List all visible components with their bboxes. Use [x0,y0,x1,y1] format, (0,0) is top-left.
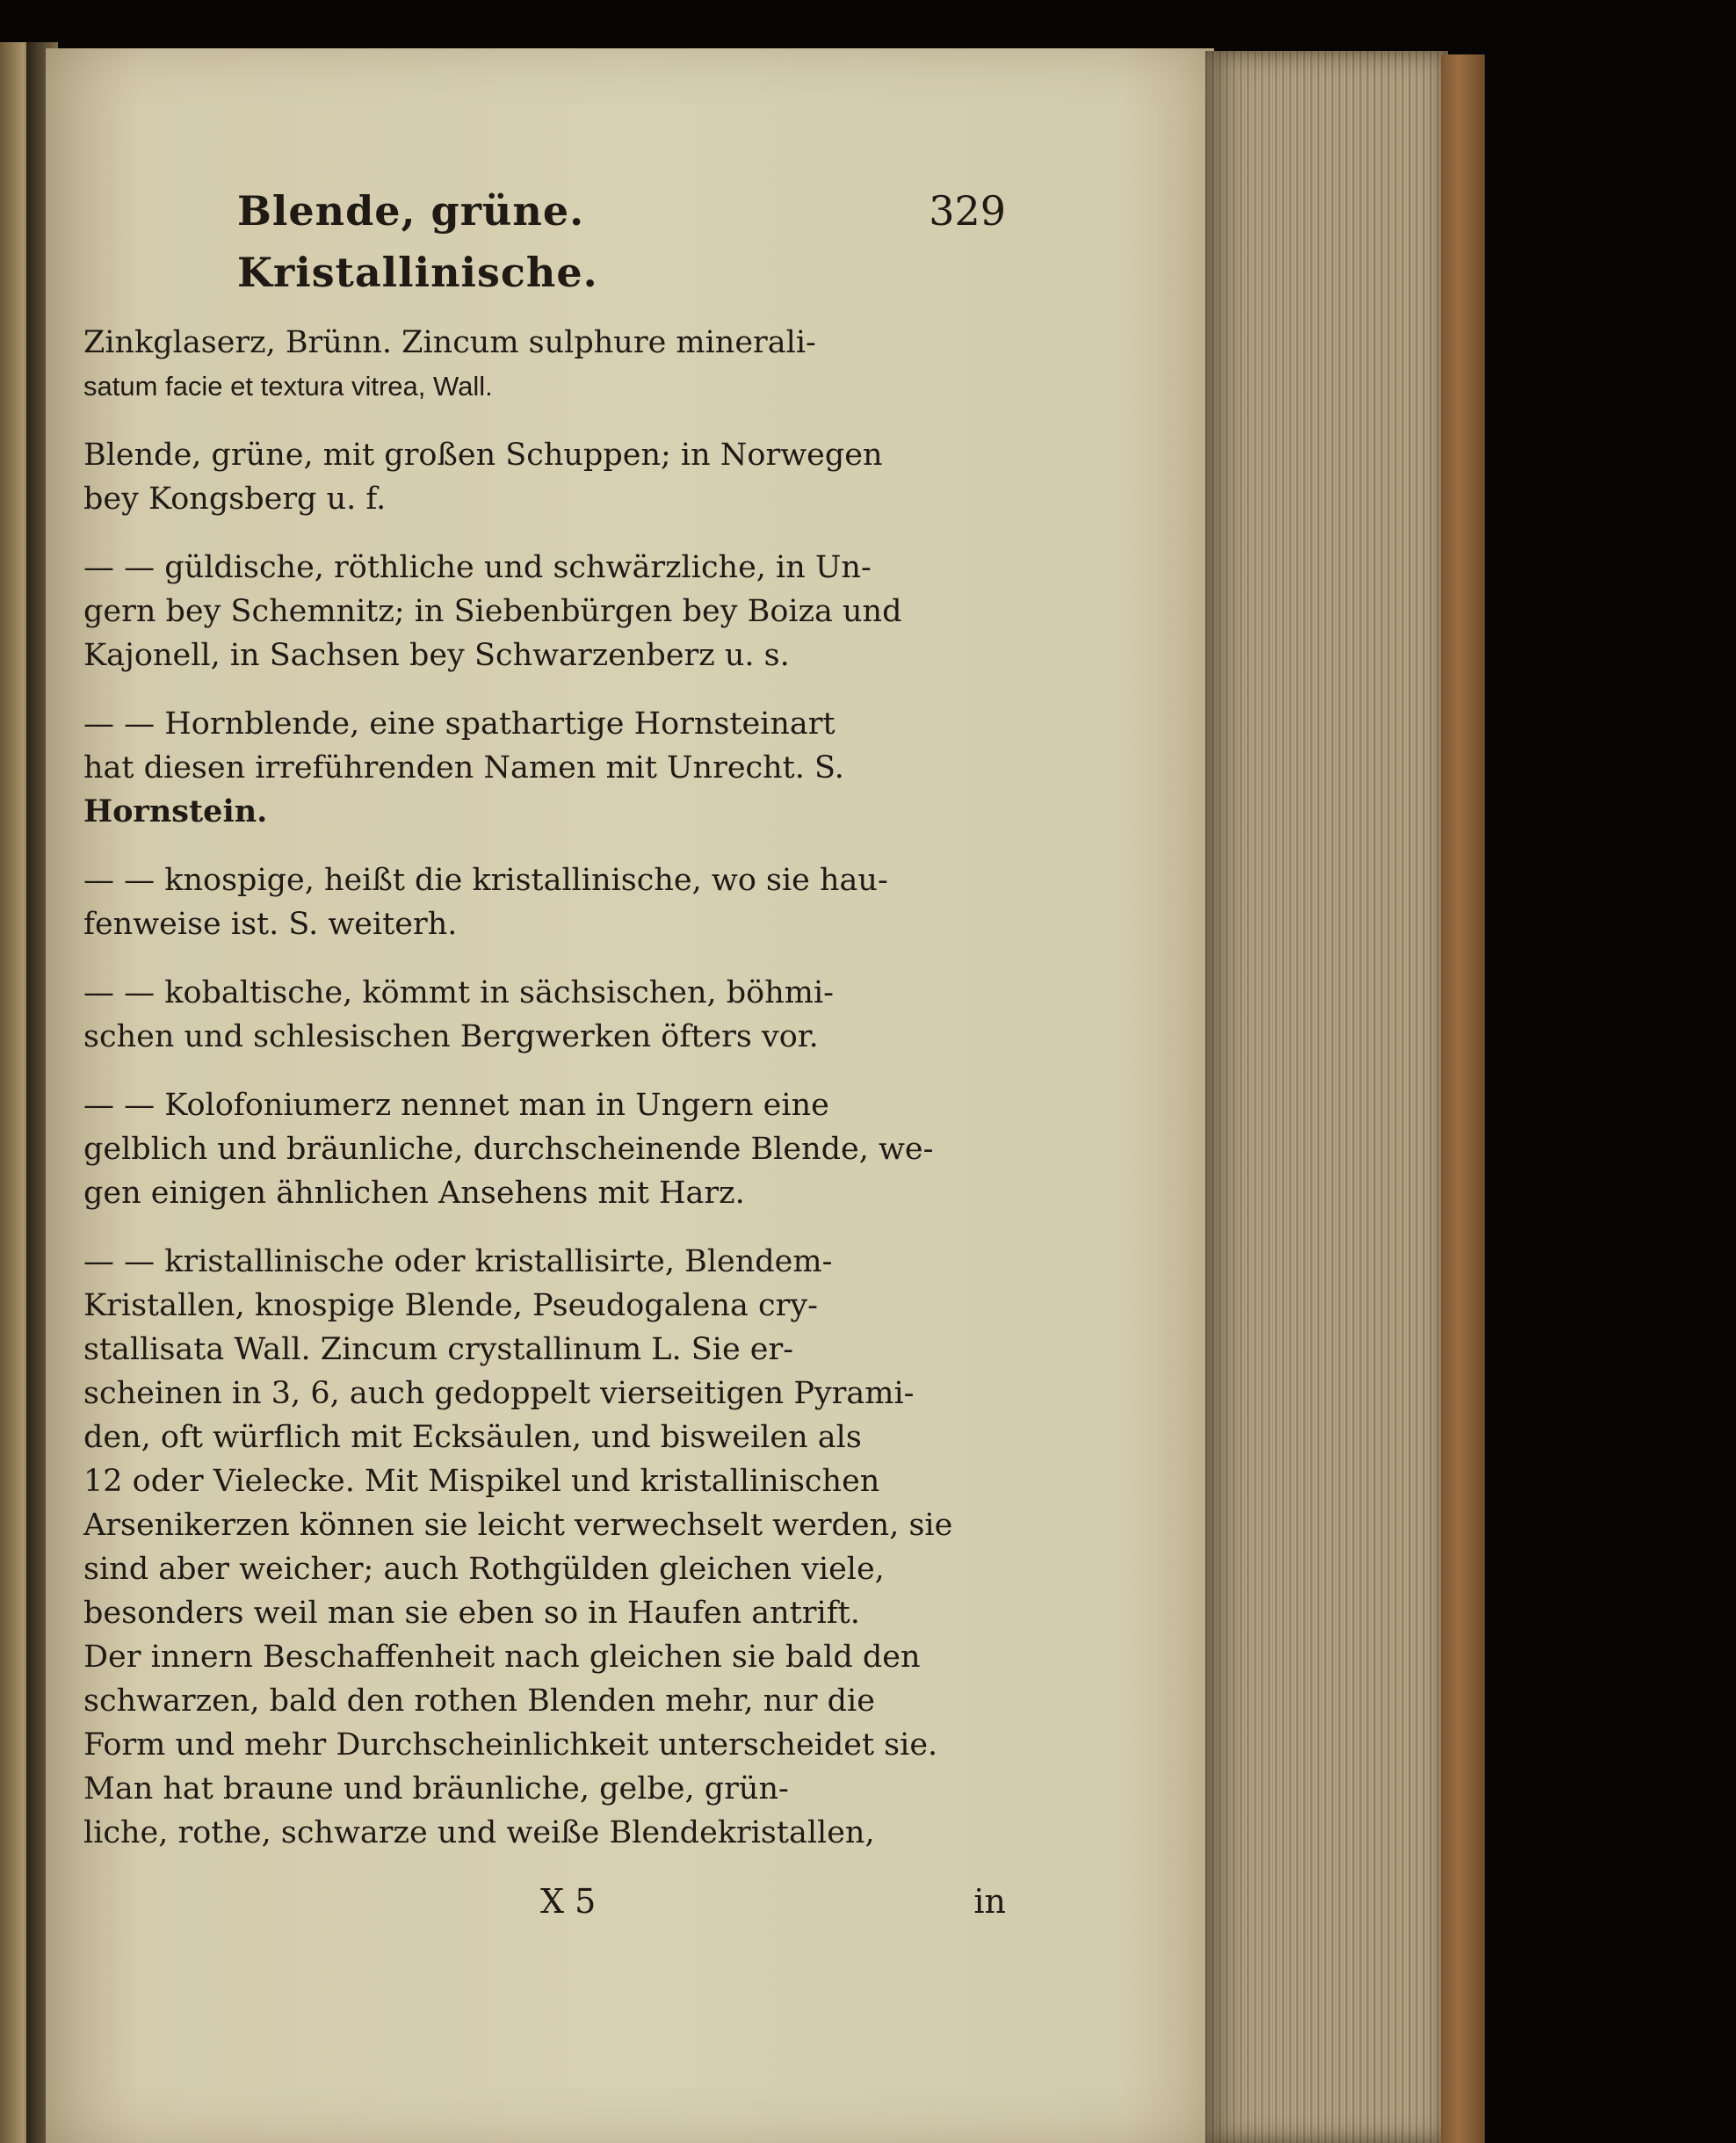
text-line: liche, rothe, schwarze und weiße Blendekristallen, [83,1815,875,1850]
text-line: — — Hornblende, eine spathartige Hornsteinart [83,706,835,742]
text-line: — — kristallinische oder kristallisirte, Blendem- [83,1244,833,1279]
text-line: Form und mehr Durchscheinlichkeit unterscheidet sie. [83,1727,938,1763]
text-line: Der innern Beschaffenheit nach gleichen sie bald den [83,1640,921,1675]
text-line: schwarzen, bald den rothen Blenden mehr, nur die [83,1683,875,1719]
text-line: gelblich und bräunliche, durchscheinende Blende, we- [83,1132,934,1167]
text-line: fenweise ist. S. weiterh. [83,907,458,942]
text-line: bey Kongsberg u. f. [83,481,387,517]
text-line: scheinen in 3, 6, auch gedoppelt vierseitigen Pyrami- [83,1376,915,1411]
text-line: Kristallen, knospige Blende, Pseudogalena cry- [83,1288,818,1323]
text-line: schen und schlesischen Bergwerken öfters vor. [83,1019,819,1054]
entry-hornblende [83,702,1006,834]
page-block-edge [1205,51,1448,2143]
text-line: stallisata Wall. Zincum crystallinum L. Sie er- [83,1332,794,1367]
text-line: sind aber weicher; auch Rothgülden gleichen viele, [83,1552,885,1587]
entry-gueldische [83,546,1006,677]
running-head-title: Blende, grüne. Kristallinische. [237,187,598,296]
entry-knospige [83,858,1006,946]
book-cover-edge [1441,54,1485,2143]
entry-kristallinische [83,1240,1006,1855]
entry-zinkglaserz [83,321,1006,409]
text-line: Kajonell, in Sachsen bey Schwarzenberz u. s. [83,638,790,673]
text-line: Hornstein. [83,793,268,829]
text-line: 12 oder Vielecke. Mit Mispikel und kristallinischen [83,1464,880,1499]
entry-blende-gruene [83,433,1006,521]
page-number: 329 [929,187,1006,235]
catchword: in [973,1882,1006,1921]
text-line: satum facie et textura vitrea, Wall. [83,371,493,402]
page-footer [83,1879,1006,1923]
running-head [83,180,1006,303]
text-line: — — kobaltische, kömmt in sächsischen, böhmi- [83,975,834,1010]
text-line: — — knospige, heißt die kristallinische, wo sie hau- [83,863,888,898]
text-line: — — Kolofoniumerz nennet man in Ungern eine [83,1088,829,1123]
entry-kobaltische [83,971,1006,1059]
text-line: hat diesen irreführenden Namen mit Unrecht. S. [83,750,844,786]
entry-kolofoniumerz [83,1083,1006,1215]
text-line: — — güldische, röthliche und schwärzliche, in Un- [83,550,872,585]
text-line: besonders weil man sie eben so in Haufen antrift. [83,1596,860,1631]
text-line: Arsenikerzen können sie leicht verwechselt werden, sie [83,1508,953,1543]
page-text [83,180,1006,1923]
text-line: Blende, grüne, mit großen Schuppen; in Norwegen [83,438,883,473]
signature-mark: X 5 [540,1882,597,1921]
text-line: Zinkglaserz, Brünn. Zincum sulphure minerali- [83,325,816,360]
text-line: den, oft würflich mit Ecksäulen, und bisweilen als [83,1420,862,1455]
text-line: gern bey Schemnitz; in Siebenbürgen bey Boiza und [83,594,902,629]
text-line: gen einigen ähnlichen Ansehens mit Harz. [83,1176,745,1211]
text-line: Man hat braune und bräunliche, gelbe, grün- [83,1771,789,1806]
